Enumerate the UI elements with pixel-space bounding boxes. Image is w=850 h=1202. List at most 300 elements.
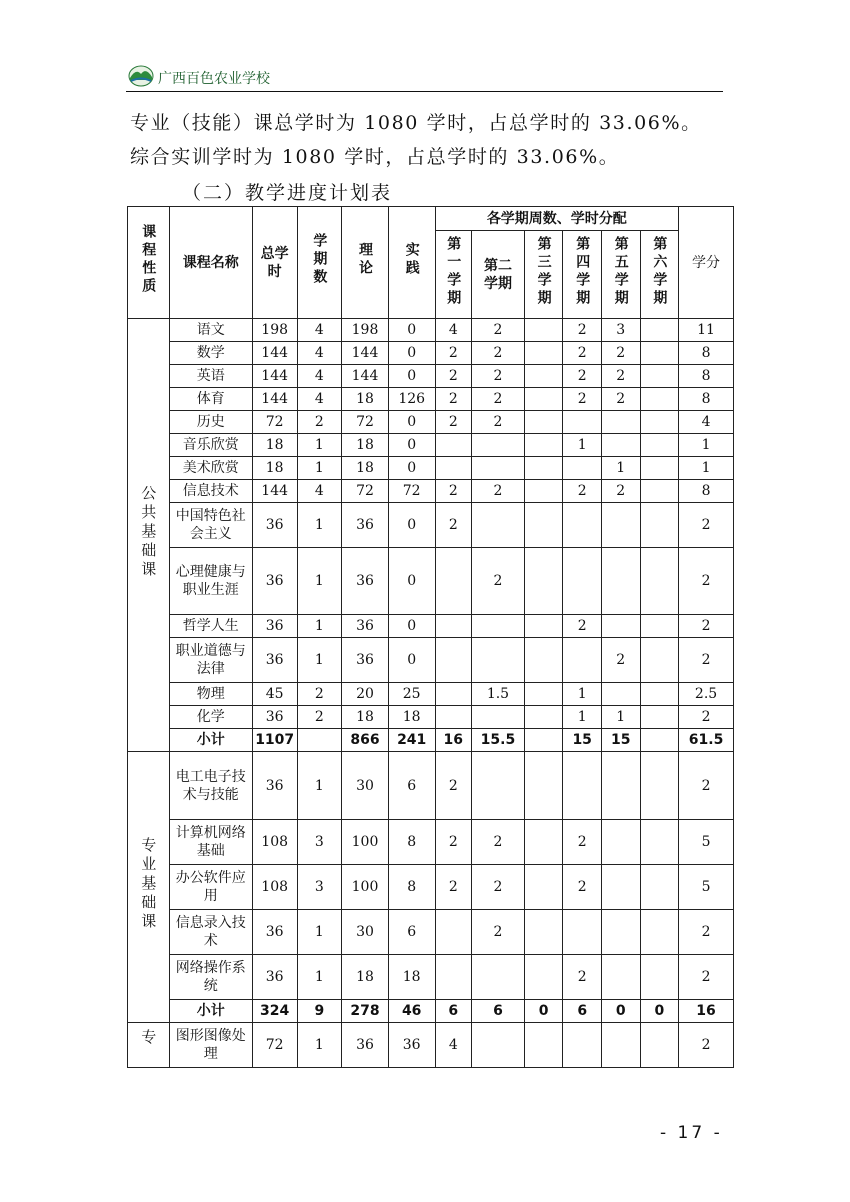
term-count-cell: 1 [297, 638, 342, 683]
semester-2-cell: 2 [472, 910, 525, 955]
semester-3-cell [524, 706, 563, 729]
semester-4-cell [563, 1023, 602, 1068]
course-name-cell: 心理健康与职业生涯 [169, 548, 252, 615]
semester-3-cell: 0 [524, 1000, 563, 1023]
semester-6-cell [640, 480, 679, 503]
table-row [128, 457, 734, 480]
semester-6-cell [640, 388, 679, 411]
semester-4-cell: 1 [563, 434, 602, 457]
total-hours-cell: 36 [252, 615, 297, 638]
semester-1-cell [435, 955, 472, 1000]
theory-hours-cell: 18 [342, 955, 389, 1000]
header-theory: 理论 [342, 207, 389, 319]
semester-2-cell [472, 503, 525, 548]
semester-5-cell: 2 [601, 638, 640, 683]
semester-6-cell [640, 548, 679, 615]
credit-cell: 16 [679, 1000, 734, 1023]
paragraph-professional-hours: 专业（技能）课总学时为 1080 学时，占总学时的 33.06%。 [130, 112, 702, 134]
course-name-cell: 语文 [169, 319, 252, 342]
practice-hours-cell: 0 [388, 342, 435, 365]
subtotal-row [128, 1000, 734, 1023]
course-name-cell: 信息录入技术 [169, 910, 252, 955]
table-row [128, 1023, 734, 1068]
page-number: - 17 - [660, 1123, 723, 1143]
header-sem-3: 第三学期 [524, 231, 563, 319]
theory-hours-cell: 866 [342, 729, 389, 752]
semester-3-cell [524, 865, 563, 910]
theory-hours-cell: 18 [342, 457, 389, 480]
semester-5-cell [601, 820, 640, 865]
semester-4-cell: 2 [563, 865, 602, 910]
table-row [128, 683, 734, 706]
practice-hours-cell: 8 [388, 820, 435, 865]
semester-1-cell [435, 615, 472, 638]
semester-2-cell [472, 1023, 525, 1068]
semester-2-cell: 15.5 [472, 729, 525, 752]
semester-6-cell [640, 638, 679, 683]
course-name-cell: 哲学人生 [169, 615, 252, 638]
semester-4-cell [563, 457, 602, 480]
table-row [128, 706, 734, 729]
term-count-cell: 4 [297, 342, 342, 365]
school-name: 广西百色农业学校 [158, 71, 270, 87]
semester-1-cell [435, 706, 472, 729]
total-hours-cell: 36 [252, 548, 297, 615]
term-count-cell: 3 [297, 820, 342, 865]
theory-hours-cell: 72 [342, 411, 389, 434]
theory-hours-cell: 100 [342, 820, 389, 865]
semester-6-cell [640, 319, 679, 342]
total-hours-cell: 36 [252, 503, 297, 548]
semester-4-cell [563, 752, 602, 820]
semester-6-cell [640, 955, 679, 1000]
theory-hours-cell: 36 [342, 1023, 389, 1068]
semester-5-cell [601, 1023, 640, 1068]
table-row [128, 752, 734, 820]
table-row [128, 342, 734, 365]
theory-hours-cell: 100 [342, 865, 389, 910]
semester-4-cell: 1 [563, 683, 602, 706]
credit-cell: 2 [679, 1023, 734, 1068]
semester-3-cell [524, 342, 563, 365]
theory-hours-cell: 144 [342, 342, 389, 365]
semester-1-cell: 4 [435, 319, 472, 342]
header-sem-6: 第六学期 [640, 231, 679, 319]
credit-cell: 2 [679, 706, 734, 729]
semester-3-cell [524, 910, 563, 955]
header-course-name: 课程名称 [169, 207, 252, 319]
semester-4-cell [563, 503, 602, 548]
practice-hours-cell: 0 [388, 615, 435, 638]
credit-cell: 2 [679, 752, 734, 820]
semester-2-cell [472, 434, 525, 457]
term-count-cell: 1 [297, 752, 342, 820]
total-hours-cell: 144 [252, 480, 297, 503]
practice-hours-cell: 8 [388, 865, 435, 910]
credit-cell: 8 [679, 388, 734, 411]
course-name-cell: 小计 [169, 729, 252, 752]
practice-hours-cell: 6 [388, 910, 435, 955]
table-row [128, 388, 734, 411]
semester-5-cell: 2 [601, 480, 640, 503]
total-hours-cell: 144 [252, 342, 297, 365]
total-hours-cell: 18 [252, 434, 297, 457]
term-count-cell: 4 [297, 480, 342, 503]
paragraph-practical-hours: 综合实训学时为 1080 学时，占总学时的 33.06%。 [130, 146, 620, 168]
semester-4-cell: 2 [563, 388, 602, 411]
course-name-cell: 网络操作系统 [169, 955, 252, 1000]
term-count-cell: 4 [297, 319, 342, 342]
table-row [128, 503, 734, 548]
semester-3-cell [524, 480, 563, 503]
term-count-cell: 1 [297, 457, 342, 480]
semester-1-cell: 2 [435, 411, 472, 434]
total-hours-cell: 144 [252, 388, 297, 411]
semester-4-cell: 2 [563, 820, 602, 865]
semester-6-cell [640, 865, 679, 910]
semester-6-cell [640, 434, 679, 457]
semester-1-cell [435, 683, 472, 706]
theory-hours-cell: 18 [342, 706, 389, 729]
term-count-cell: 1 [297, 548, 342, 615]
theory-hours-cell: 144 [342, 365, 389, 388]
theory-hours-cell: 36 [342, 503, 389, 548]
semester-6-cell [640, 411, 679, 434]
total-hours-cell: 36 [252, 752, 297, 820]
semester-6-cell [640, 910, 679, 955]
theory-hours-cell: 36 [342, 615, 389, 638]
credit-cell: 5 [679, 865, 734, 910]
term-count-cell: 2 [297, 706, 342, 729]
semester-6-cell [640, 683, 679, 706]
total-hours-cell: 108 [252, 820, 297, 865]
semester-1-cell: 2 [435, 342, 472, 365]
semester-1-cell: 2 [435, 365, 472, 388]
semester-3-cell [524, 683, 563, 706]
credit-cell: 2 [679, 548, 734, 615]
credit-cell: 1 [679, 457, 734, 480]
term-count-cell: 4 [297, 388, 342, 411]
semester-4-cell [563, 638, 602, 683]
course-name-cell: 办公软件应用 [169, 865, 252, 910]
credit-cell: 2 [679, 503, 734, 548]
semester-1-cell [435, 910, 472, 955]
category-cell: 专业基础课 [128, 752, 170, 1023]
table-row [128, 615, 734, 638]
semester-1-cell: 2 [435, 752, 472, 820]
table-row [128, 480, 734, 503]
semester-1-cell: 16 [435, 729, 472, 752]
semester-3-cell [524, 319, 563, 342]
term-count-cell [297, 729, 342, 752]
practice-hours-cell: 18 [388, 706, 435, 729]
semester-5-cell [601, 910, 640, 955]
semester-1-cell: 2 [435, 865, 472, 910]
credit-cell: 2 [679, 910, 734, 955]
semester-4-cell: 2 [563, 365, 602, 388]
table-row [128, 319, 734, 342]
semester-2-cell [472, 638, 525, 683]
semester-2-cell: 6 [472, 1000, 525, 1023]
course-name-cell: 信息技术 [169, 480, 252, 503]
semester-3-cell [524, 729, 563, 752]
semester-5-cell [601, 752, 640, 820]
semester-2-cell [472, 752, 525, 820]
semester-6-cell [640, 457, 679, 480]
total-hours-cell: 36 [252, 955, 297, 1000]
total-hours-cell: 45 [252, 683, 297, 706]
theory-hours-cell: 30 [342, 752, 389, 820]
credit-cell: 2 [679, 615, 734, 638]
table-row [128, 365, 734, 388]
table-row [128, 411, 734, 434]
section-title: （二）教学进度计划表 [182, 182, 393, 204]
semester-2-cell: 1.5 [472, 683, 525, 706]
course-name-cell: 美术欣赏 [169, 457, 252, 480]
practice-hours-cell: 241 [388, 729, 435, 752]
practice-hours-cell: 126 [388, 388, 435, 411]
semester-3-cell [524, 457, 563, 480]
practice-hours-cell: 36 [388, 1023, 435, 1068]
semester-1-cell [435, 638, 472, 683]
semester-5-cell: 2 [601, 388, 640, 411]
credit-cell: 11 [679, 319, 734, 342]
theory-hours-cell: 278 [342, 1000, 389, 1023]
credit-cell: 4 [679, 411, 734, 434]
header-term-count: 学期数 [297, 207, 342, 319]
header-divider [126, 91, 723, 92]
semester-1-cell [435, 434, 472, 457]
semester-2-cell: 2 [472, 365, 525, 388]
semester-3-cell [524, 615, 563, 638]
total-hours-cell: 36 [252, 638, 297, 683]
table-row [128, 910, 734, 955]
table-row [128, 865, 734, 910]
term-count-cell: 4 [297, 365, 342, 388]
semester-5-cell [601, 411, 640, 434]
total-hours-cell: 18 [252, 457, 297, 480]
semester-3-cell [524, 638, 563, 683]
page-header [126, 58, 723, 94]
practice-hours-cell: 18 [388, 955, 435, 1000]
semester-1-cell [435, 457, 472, 480]
semester-5-cell [601, 548, 640, 615]
semester-2-cell: 2 [472, 388, 525, 411]
semester-4-cell: 1 [563, 706, 602, 729]
semester-2-cell: 2 [472, 319, 525, 342]
semester-1-cell: 2 [435, 480, 472, 503]
semester-3-cell [524, 548, 563, 615]
practice-hours-cell: 0 [388, 548, 435, 615]
semester-2-cell: 2 [472, 480, 525, 503]
semester-3-cell [524, 503, 563, 548]
term-count-cell: 1 [297, 434, 342, 457]
school-logo-icon [128, 62, 154, 88]
semester-2-cell: 2 [472, 865, 525, 910]
practice-hours-cell: 0 [388, 411, 435, 434]
header-sem-2: 第二学期 [472, 231, 525, 319]
semester-6-cell [640, 342, 679, 365]
table-row [128, 955, 734, 1000]
semester-4-cell: 2 [563, 319, 602, 342]
theory-hours-cell: 36 [342, 638, 389, 683]
semester-5-cell: 1 [601, 457, 640, 480]
practice-hours-cell: 0 [388, 319, 435, 342]
teaching-plan-table [127, 206, 734, 1068]
course-name-cell: 历史 [169, 411, 252, 434]
term-count-cell: 1 [297, 1023, 342, 1068]
table-body [128, 319, 734, 1068]
theory-hours-cell: 72 [342, 480, 389, 503]
course-name-cell: 电工电子技术与技能 [169, 752, 252, 820]
course-name-cell: 英语 [169, 365, 252, 388]
credit-cell: 8 [679, 365, 734, 388]
category-cell: 公共基础课 [128, 319, 170, 752]
credit-cell: 8 [679, 342, 734, 365]
credit-cell: 2 [679, 638, 734, 683]
credit-cell: 1 [679, 434, 734, 457]
course-name-cell: 体育 [169, 388, 252, 411]
course-name-cell: 化学 [169, 706, 252, 729]
total-hours-cell: 1107 [252, 729, 297, 752]
semester-5-cell: 3 [601, 319, 640, 342]
semester-3-cell [524, 411, 563, 434]
header-semester-distribution: 各学期周数、学时分配 [435, 207, 679, 231]
credit-cell: 5 [679, 820, 734, 865]
header-total-hours: 总学时 [252, 207, 297, 319]
semester-2-cell [472, 955, 525, 1000]
semester-1-cell: 2 [435, 503, 472, 548]
semester-5-cell: 2 [601, 365, 640, 388]
total-hours-cell: 144 [252, 365, 297, 388]
total-hours-cell: 36 [252, 910, 297, 955]
total-hours-cell: 72 [252, 411, 297, 434]
practice-hours-cell: 0 [388, 434, 435, 457]
semester-2-cell: 2 [472, 411, 525, 434]
semester-5-cell: 0 [601, 1000, 640, 1023]
semester-5-cell [601, 503, 640, 548]
course-name-cell: 数学 [169, 342, 252, 365]
term-count-cell: 1 [297, 503, 342, 548]
credit-cell: 2 [679, 955, 734, 1000]
term-count-cell: 1 [297, 615, 342, 638]
semester-2-cell [472, 457, 525, 480]
course-name-cell: 物理 [169, 683, 252, 706]
semester-2-cell: 2 [472, 548, 525, 615]
table-row [128, 820, 734, 865]
term-count-cell: 2 [297, 411, 342, 434]
semester-6-cell [640, 1023, 679, 1068]
semester-6-cell [640, 615, 679, 638]
course-name-cell: 小计 [169, 1000, 252, 1023]
semester-3-cell [524, 820, 563, 865]
semester-6-cell [640, 503, 679, 548]
practice-hours-cell: 6 [388, 752, 435, 820]
semester-5-cell [601, 434, 640, 457]
total-hours-cell: 72 [252, 1023, 297, 1068]
semester-1-cell: 2 [435, 820, 472, 865]
semester-5-cell: 2 [601, 342, 640, 365]
semester-4-cell [563, 411, 602, 434]
header-sem-4: 第四学期 [563, 231, 602, 319]
table-row [128, 548, 734, 615]
semester-3-cell [524, 1023, 563, 1068]
header-practice: 实践 [388, 207, 435, 319]
semester-5-cell: 1 [601, 706, 640, 729]
practice-hours-cell: 46 [388, 1000, 435, 1023]
term-count-cell: 1 [297, 955, 342, 1000]
semester-4-cell: 2 [563, 615, 602, 638]
semester-6-cell [640, 365, 679, 388]
course-name-cell: 计算机网络基础 [169, 820, 252, 865]
practice-hours-cell: 72 [388, 480, 435, 503]
semester-5-cell: 15 [601, 729, 640, 752]
theory-hours-cell: 18 [342, 388, 389, 411]
semester-1-cell: 4 [435, 1023, 472, 1068]
total-hours-cell: 198 [252, 319, 297, 342]
semester-5-cell [601, 955, 640, 1000]
term-count-cell: 2 [297, 683, 342, 706]
semester-1-cell: 6 [435, 1000, 472, 1023]
category-cell: 专 [128, 1023, 170, 1068]
semester-2-cell [472, 615, 525, 638]
semester-5-cell [601, 865, 640, 910]
semester-1-cell: 2 [435, 388, 472, 411]
semester-4-cell: 2 [563, 955, 602, 1000]
credit-cell: 61.5 [679, 729, 734, 752]
practice-hours-cell: 0 [388, 503, 435, 548]
semester-2-cell [472, 706, 525, 729]
semester-6-cell [640, 820, 679, 865]
theory-hours-cell: 30 [342, 910, 389, 955]
term-count-cell: 9 [297, 1000, 342, 1023]
practice-hours-cell: 0 [388, 457, 435, 480]
subtotal-row [128, 729, 734, 752]
semester-5-cell [601, 683, 640, 706]
semester-1-cell [435, 548, 472, 615]
theory-hours-cell: 18 [342, 434, 389, 457]
semester-6-cell [640, 752, 679, 820]
semester-3-cell [524, 388, 563, 411]
header-sem-1: 第一学期 [435, 231, 472, 319]
semester-3-cell [524, 365, 563, 388]
table-row [128, 434, 734, 457]
semester-2-cell: 2 [472, 820, 525, 865]
semester-4-cell: 15 [563, 729, 602, 752]
theory-hours-cell: 20 [342, 683, 389, 706]
course-name-cell: 音乐欣赏 [169, 434, 252, 457]
semester-4-cell: 6 [563, 1000, 602, 1023]
semester-6-cell [640, 729, 679, 752]
header-category: 课程性质 [128, 207, 170, 319]
course-name-cell: 职业道德与法律 [169, 638, 252, 683]
semester-6-cell: 0 [640, 1000, 679, 1023]
practice-hours-cell: 0 [388, 365, 435, 388]
credit-cell: 8 [679, 480, 734, 503]
theory-hours-cell: 36 [342, 548, 389, 615]
semester-4-cell [563, 910, 602, 955]
total-hours-cell: 324 [252, 1000, 297, 1023]
header-sem-5: 第五学期 [601, 231, 640, 319]
theory-hours-cell: 198 [342, 319, 389, 342]
course-name-cell: 中国特色社会主义 [169, 503, 252, 548]
course-name-cell: 图形图像处理 [169, 1023, 252, 1068]
semester-3-cell [524, 752, 563, 820]
header-credit: 学分 [679, 207, 734, 319]
total-hours-cell: 108 [252, 865, 297, 910]
practice-hours-cell: 0 [388, 638, 435, 683]
total-hours-cell: 36 [252, 706, 297, 729]
